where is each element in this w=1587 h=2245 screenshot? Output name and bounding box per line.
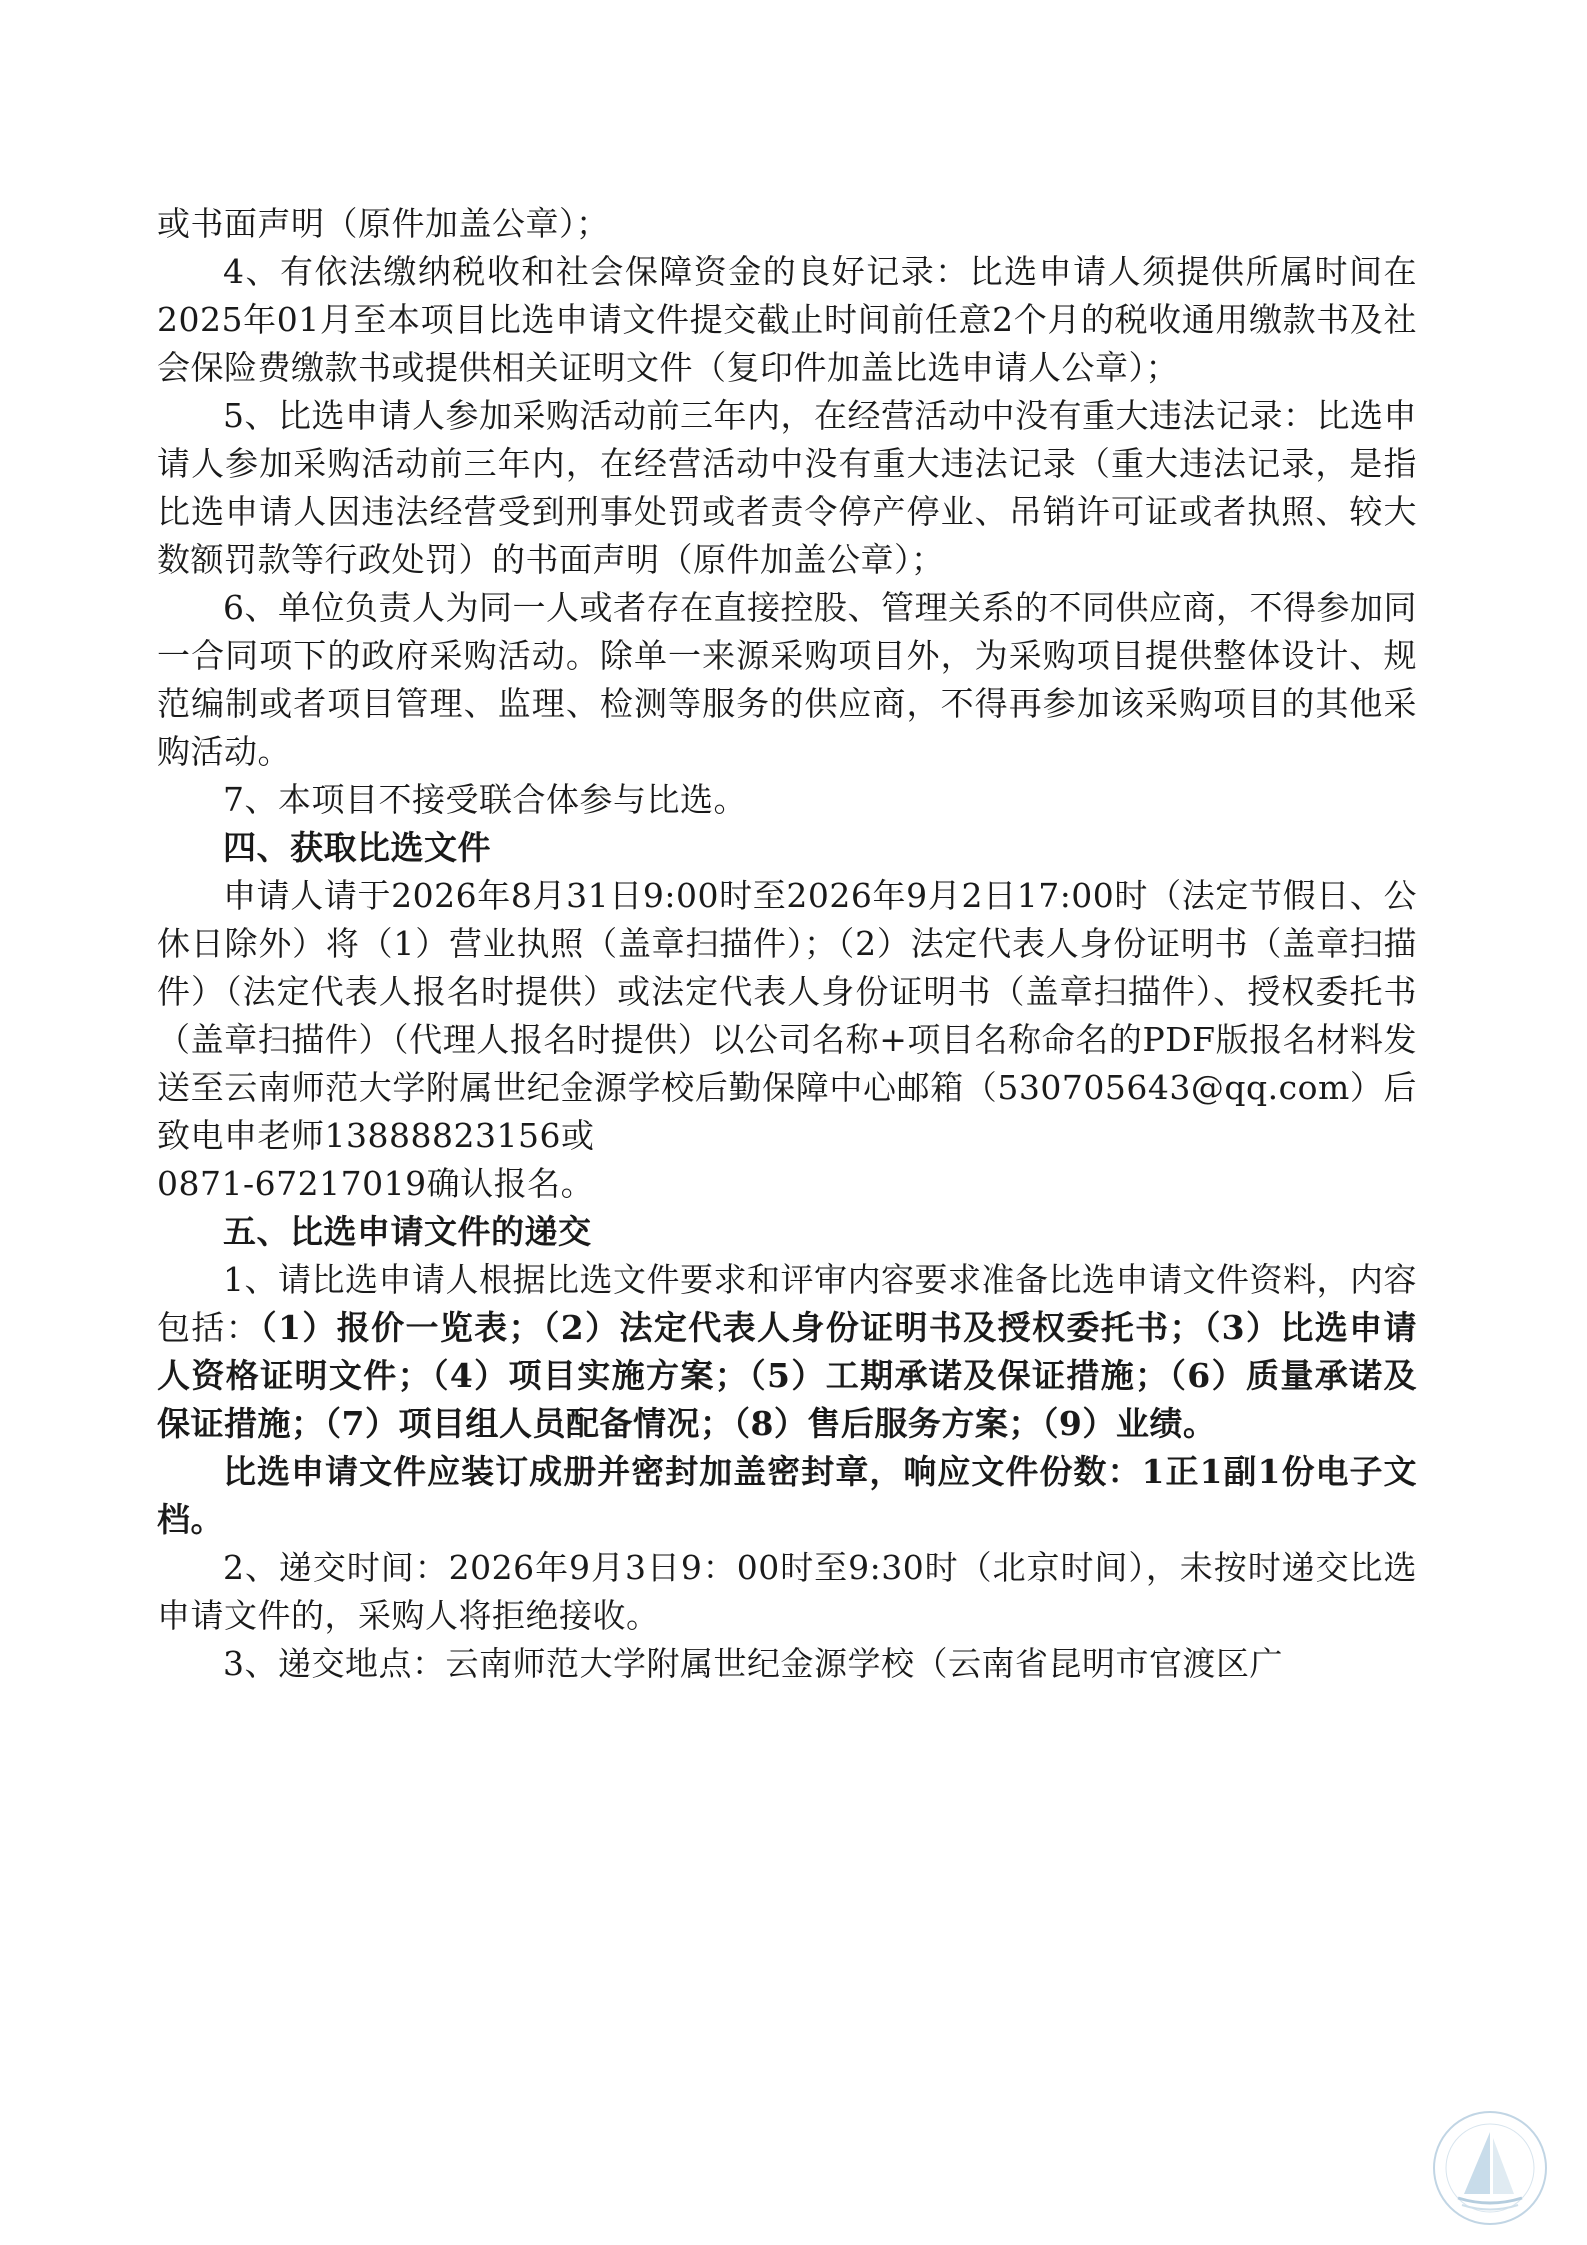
- paragraph-continuation: 或书面声明（原件加盖公章）；: [157, 204, 610, 243]
- paragraph-item-5: 5、比选申请人参加采购活动前三年内，在经营活动中没有重大违法记录：比选申请人参加采购活动前三年内，在经营活动中没有重大违法记录（重大违法记录，是指比选申请人因违法经营受到刑事处罚或者责令停产停业、吊销许可证或者执照、较大数额罚款等行政处罚）的书面声明（原件加盖公章）；: [157, 396, 1417, 579]
- paragraph-submission-time: 2、递交时间：2026年9月3日9：00时至9:30时（北京时间），未按时递交比选申请文件的，采购人将拒绝接收。: [157, 1548, 1417, 1635]
- paragraph-item-6: 6、单位负责人为同一人或者存在直接控股、管理关系的不同供应商，不得参加同一合同项下的政府采购活动。除单一来源采购项目外，为采购项目提供整体设计、规范编制或者项目管理、监理、检测等服务的供应商，不得再参加该采购项目的其他采购活动。: [157, 588, 1417, 771]
- paragraph-binding: 比选申请文件应装订成册并密封加盖密封章，响应文件份数：1正1副1份电子文档。: [157, 1452, 1417, 1539]
- paragraph-submission-place: 3、递交地点：云南师范大学附属世纪金源学校（云南省昆明市官渡区广: [223, 1644, 1283, 1683]
- paragraph-registration: 申请人请于2026年8月31日9:00时至2026年9月2日17:00时（法定节假日、公休日除外）将（1）营业执照（盖章扫描件）；（2）法定代表人身份证明书（盖章扫描件）（法定代表人报名时提供）或法定代表人身份证明书（盖章扫描件）、授权委托书（盖章扫描件）（代理人报名时提供）以公司名称+项目名称命名的PDF版报名材料发送至云南师范大学附属世纪金源学校后勤保障中心邮箱（530705643@qq.com）后致电申老师13888823156或: [157, 876, 1417, 1155]
- paragraph-item-4: 4、有依法缴纳税收和社会保障资金的良好记录：比选申请人须提供所属时间在2025年01月至本项目比选申请文件提交截止时间前任意2个月的税收通用缴款书及社会保险费缴款书或提供相关证明文件（复印件加盖比选申请人公章）；: [157, 252, 1417, 387]
- section-heading-4: 四、获取比选文件: [223, 828, 491, 867]
- paragraph-item-7: 7、本项目不接受联合体参与比选。: [223, 780, 747, 819]
- section-heading-5: 五、比选申请文件的递交: [223, 1212, 592, 1251]
- school-logo-icon: [1430, 2108, 1550, 2228]
- submission-contents: （1）报价一览表；（2）法定代表人身份证明书及授权委托书；（3）比选申请人资格证明文件；（4）项目实施方案；（5）工期承诺及保证措施；（6）质量承诺及保证措施；（7）项目组人员配备情况；（8）售后服务方案；（9）业绩。: [157, 1308, 1418, 1443]
- submission-intro: 1、请比选申请人根据比选文件要求和评审内容要求准备比选申请文件资料，内容包括：: [157, 1260, 1417, 1347]
- document-body: [157, 200, 1417, 1688]
- paragraph-registration-phone: 0871-67217019确认报名。: [157, 1164, 595, 1203]
- paragraph-submission-1: [157, 1256, 1417, 1448]
